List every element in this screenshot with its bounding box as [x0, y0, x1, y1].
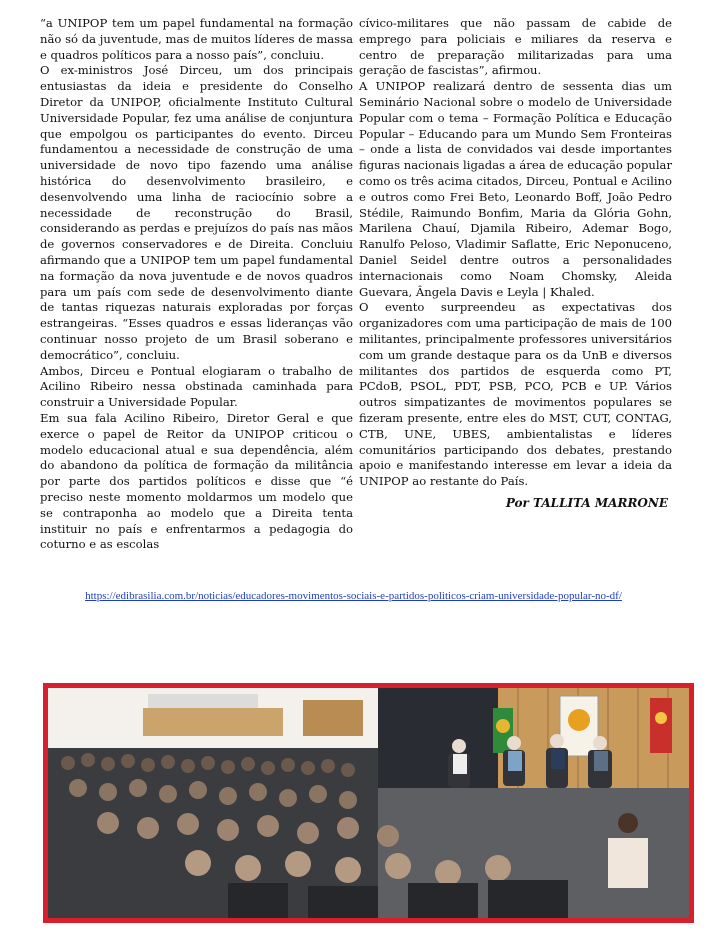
left-paragraph-2: O ex-ministros José Dirceu, um dos principais entusiastas da ideia e presidente do Conselho Diretor da UNIPOP, oficialmente Instituto Cultural Universidade Popular, fez uma análise de conjuntura que empolgou os participantes do evento. Dirceu fundamentou a necessidade de construção de uma universidade de novo tipo fazendo uma análise histórica do desenvolvimento brasileiro, e desenvolvendo uma linha de raciocínio sobre a necessidade de reconstrução do Brasil, considerando as perdas e prejuízos do país nas mãos de governos conservadores e de Direita. Concluiu afirmando que a UNIPOP tem um papel fundamental na formação da nova juventude e de novos quadros para um país com sede de desenvolvimento diante de tantas riquezas naturais exploradas por forças estrangeiras. “Esses quadros e essas lideranças vão continuar nosso projeto de um Brasil soberano e democrático”, concluiu.	[40, 63, 353, 362]
right-paragraph-2: A UNIPOP realizará dentro de sessenta dias um Seminário Nacional sobre o modelo de Universidade Popular com o tema – Formação Política e Educação Popular – Educando para um Mundo Sem Fronteiras – onde a lista de convidados vai desde importantes figuras nacionais ligadas a área de educação popular como os três acima citados, Dirceu, Pontual e Acilino e outros como Frei Beto, Leonardo Boff, João Pedro Stédile, Raimundo Bonfim, Maria da Glória Gohn, Marilena Chauí, Djamila Ribeiro, Ademar Bogo, Ranulfo Peloso, Vladimir Saflatte, Eric Neponuceno, Daniel Seidel dentre outros a personalidades internacionais como Noam Chomsky, Aleida Guevara, Ângela Davis e Leyla | Khaled.	[359, 79, 672, 299]
right-paragraph-3: O evento surpreendeu as expectativas dos organizadores com uma participação de mais de 100 militantes, principalmente professores universitários com um grande destaque para os da UnB e diversos militantes dos partidos de esquerda como PT, PCdoB, PSOL, PDT, PSB, PCO, PCB e UP. Vários outros simpatizantes de movimentos populares se fizeram presente, entre eles do MST, CUT, CONTAG, CTB, UNE, UBES, ambientalistas e líderes comunitários participando dos debates, prestando apoio e manifestando interesse em levar a ideia da UNIPOP ao restante do País.	[359, 300, 672, 489]
article-columns	[40, 16, 672, 553]
byline: Por TALLITA MARRONE	[505, 495, 668, 510]
event-photo	[43, 683, 694, 923]
left-paragraph-3: Ambos, Dirceu e Pontual elogiaram o trabalho de Acilino Ribeiro nessa obstinada caminhada para construir a Universidade Popular.	[40, 363, 353, 410]
source-link[interactable]: https://edibrasilia.com.br/noticias/educadores-movimentos-sociais-e-partidos-politicos-criam-universidade-popular-no-df/	[85, 590, 622, 602]
left-paragraph-1: “a UNIPOP tem um papel fundamental na formação não só da juventude, mas de muitos líderes de massa e quadros políticos para a nosso país”, concluiu.	[40, 16, 353, 62]
article-right-column	[359, 16, 672, 553]
right-paragraph-1: cívico-militares que não passam de cabide de emprego para policiais e miliares da reserva e centro de preparação militarizadas para uma geração de fascistas”, afirmou.	[359, 16, 672, 78]
left-paragraph-4: Em sua fala Acilino Ribeiro, Diretor Geral e que exerce o papel de Reitor da UNIPOP criticou o modelo educacional atual e sua dependência, além do abandono da política de formação da militância por parte dos partidos políticos e disse que “é preciso neste momento moldarmos um modelo que se contraponha ao modelo que a Direita tenta instituir no país e enfrentarmos a pedagogia do coturno e as escolas	[40, 410, 353, 552]
event-photo-illustration	[48, 688, 689, 918]
article-left-column	[40, 16, 353, 553]
